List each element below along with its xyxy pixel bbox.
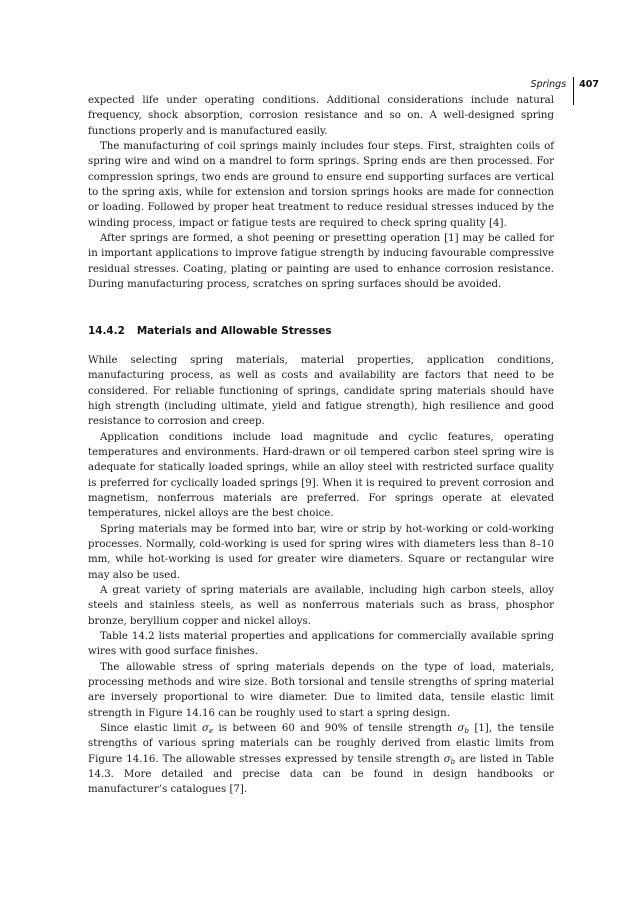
- text-run: are listed in Table 14.3. More detailed and precise data can be found in design handbooks or manufacturer’s catalogues [7].: [88, 753, 554, 796]
- running-head-section: Springs: [530, 78, 567, 90]
- paragraph: Application conditions include load magnitude and cyclic features, operating temperatures and environments. Hard-drawn or oil tempered carbon steel spring wire is adequate for statically loaded springs, while an alloy steel with restricted surface quality is preferred for cyclically loaded springs [9]. When it is required to prevent corrosion and magnetism, nonferrous materials are preferred. For springs operate at elevated temperatures, nickel alloys are the best choice.: [88, 431, 554, 520]
- paragraph: After springs are formed, a shot peening or presetting operation [1] may be called for in important applications to improve fatigue strength by inducing favourable compressive residual stresses. Coating, plating or painting are used to enhance corrosion resistance. During manufacturing process, scratches on spring surfaces should be avoided.: [88, 233, 554, 291]
- subscript-b: b: [450, 757, 456, 766]
- text-run: Since elastic limit: [100, 723, 202, 735]
- paragraph: The allowable stress of spring materials depends on the type of load, materials, processing methods and wire size. Both torsional and tensile strengths of spring material are inversely proportional to wire diameter. Due to limited data, tensile elastic limit strength in Figure 14.16 can be roughly used to start a spring design.: [88, 661, 554, 719]
- body-text: [88, 93, 554, 798]
- text-run: is between 60 and 90% of tensile strength: [213, 723, 458, 735]
- subscript-b: b: [464, 727, 469, 736]
- paragraph: While selecting spring materials, material properties, application conditions, manufacturing process, as well as costs and availability are factors that need to be considered. For reliable functioning of springs, candidate spring materials should have high strength (including ultimate, yield and fatigue strength), high resilience and good resistance to corrosion and creep.: [88, 354, 554, 428]
- paragraph-elastic-limit: [88, 721, 554, 798]
- subscript-e: e: [208, 727, 214, 736]
- paragraph: expected life under operating conditions. Additional considerations include natural frequency, shock absorption, corrosion resistance and so on. A well-designed spring functions properly and is manufactured easily.: [88, 95, 554, 137]
- paragraph: Table 14.2 lists material properties and applications for commercially available spring wires with good surface finishes.: [88, 631, 554, 658]
- running-head-rule: [573, 77, 574, 105]
- sigma-symbol: σ: [443, 753, 451, 765]
- paragraph: A great variety of spring materials are available, including high carbon steels, alloy steels and stainless steels, as well as nonferrous materials such as brass, phosphor bronze, beryllium copper and nickel alloys.: [88, 584, 554, 627]
- text-run: [1], the tensile strengths of various spring materials can be roughly derived from elastic limits from Figure 14.16. The allowable stresses expressed by tensile strength: [88, 723, 554, 765]
- sigma-symbol: σ: [457, 723, 465, 735]
- paragraph: Spring materials may be formed into bar, wire or strip by hot-working or cold-working processes. Normally, cold-working is used for spring wires with diameters less than 8–10 mm, while hot-working is used for greater wire diameters. Square or rectangular wire may also be used.: [88, 523, 554, 581]
- section-number: 14.4.2: [88, 325, 125, 338]
- page-number: 407: [579, 78, 599, 90]
- sigma-symbol: σ: [201, 723, 209, 735]
- section-heading: [88, 324, 554, 339]
- section-title: Materials and Allowable Stresses: [136, 325, 332, 338]
- paragraph: The manufacturing of coil springs mainly includes four steps. First, straighten coils of spring wire and wind on a mandrel to form springs. Spring ends are then processed. For compression springs, two ends are ground to ensure end supporting surfaces are vertical to the spring axis, while for extension and torsion springs hooks are made for connection or loading. Followed by proper heat treatment to reduce residual stresses induced by the winding process, impact or fatigue tests are required to check spring quality [4].: [88, 141, 554, 229]
